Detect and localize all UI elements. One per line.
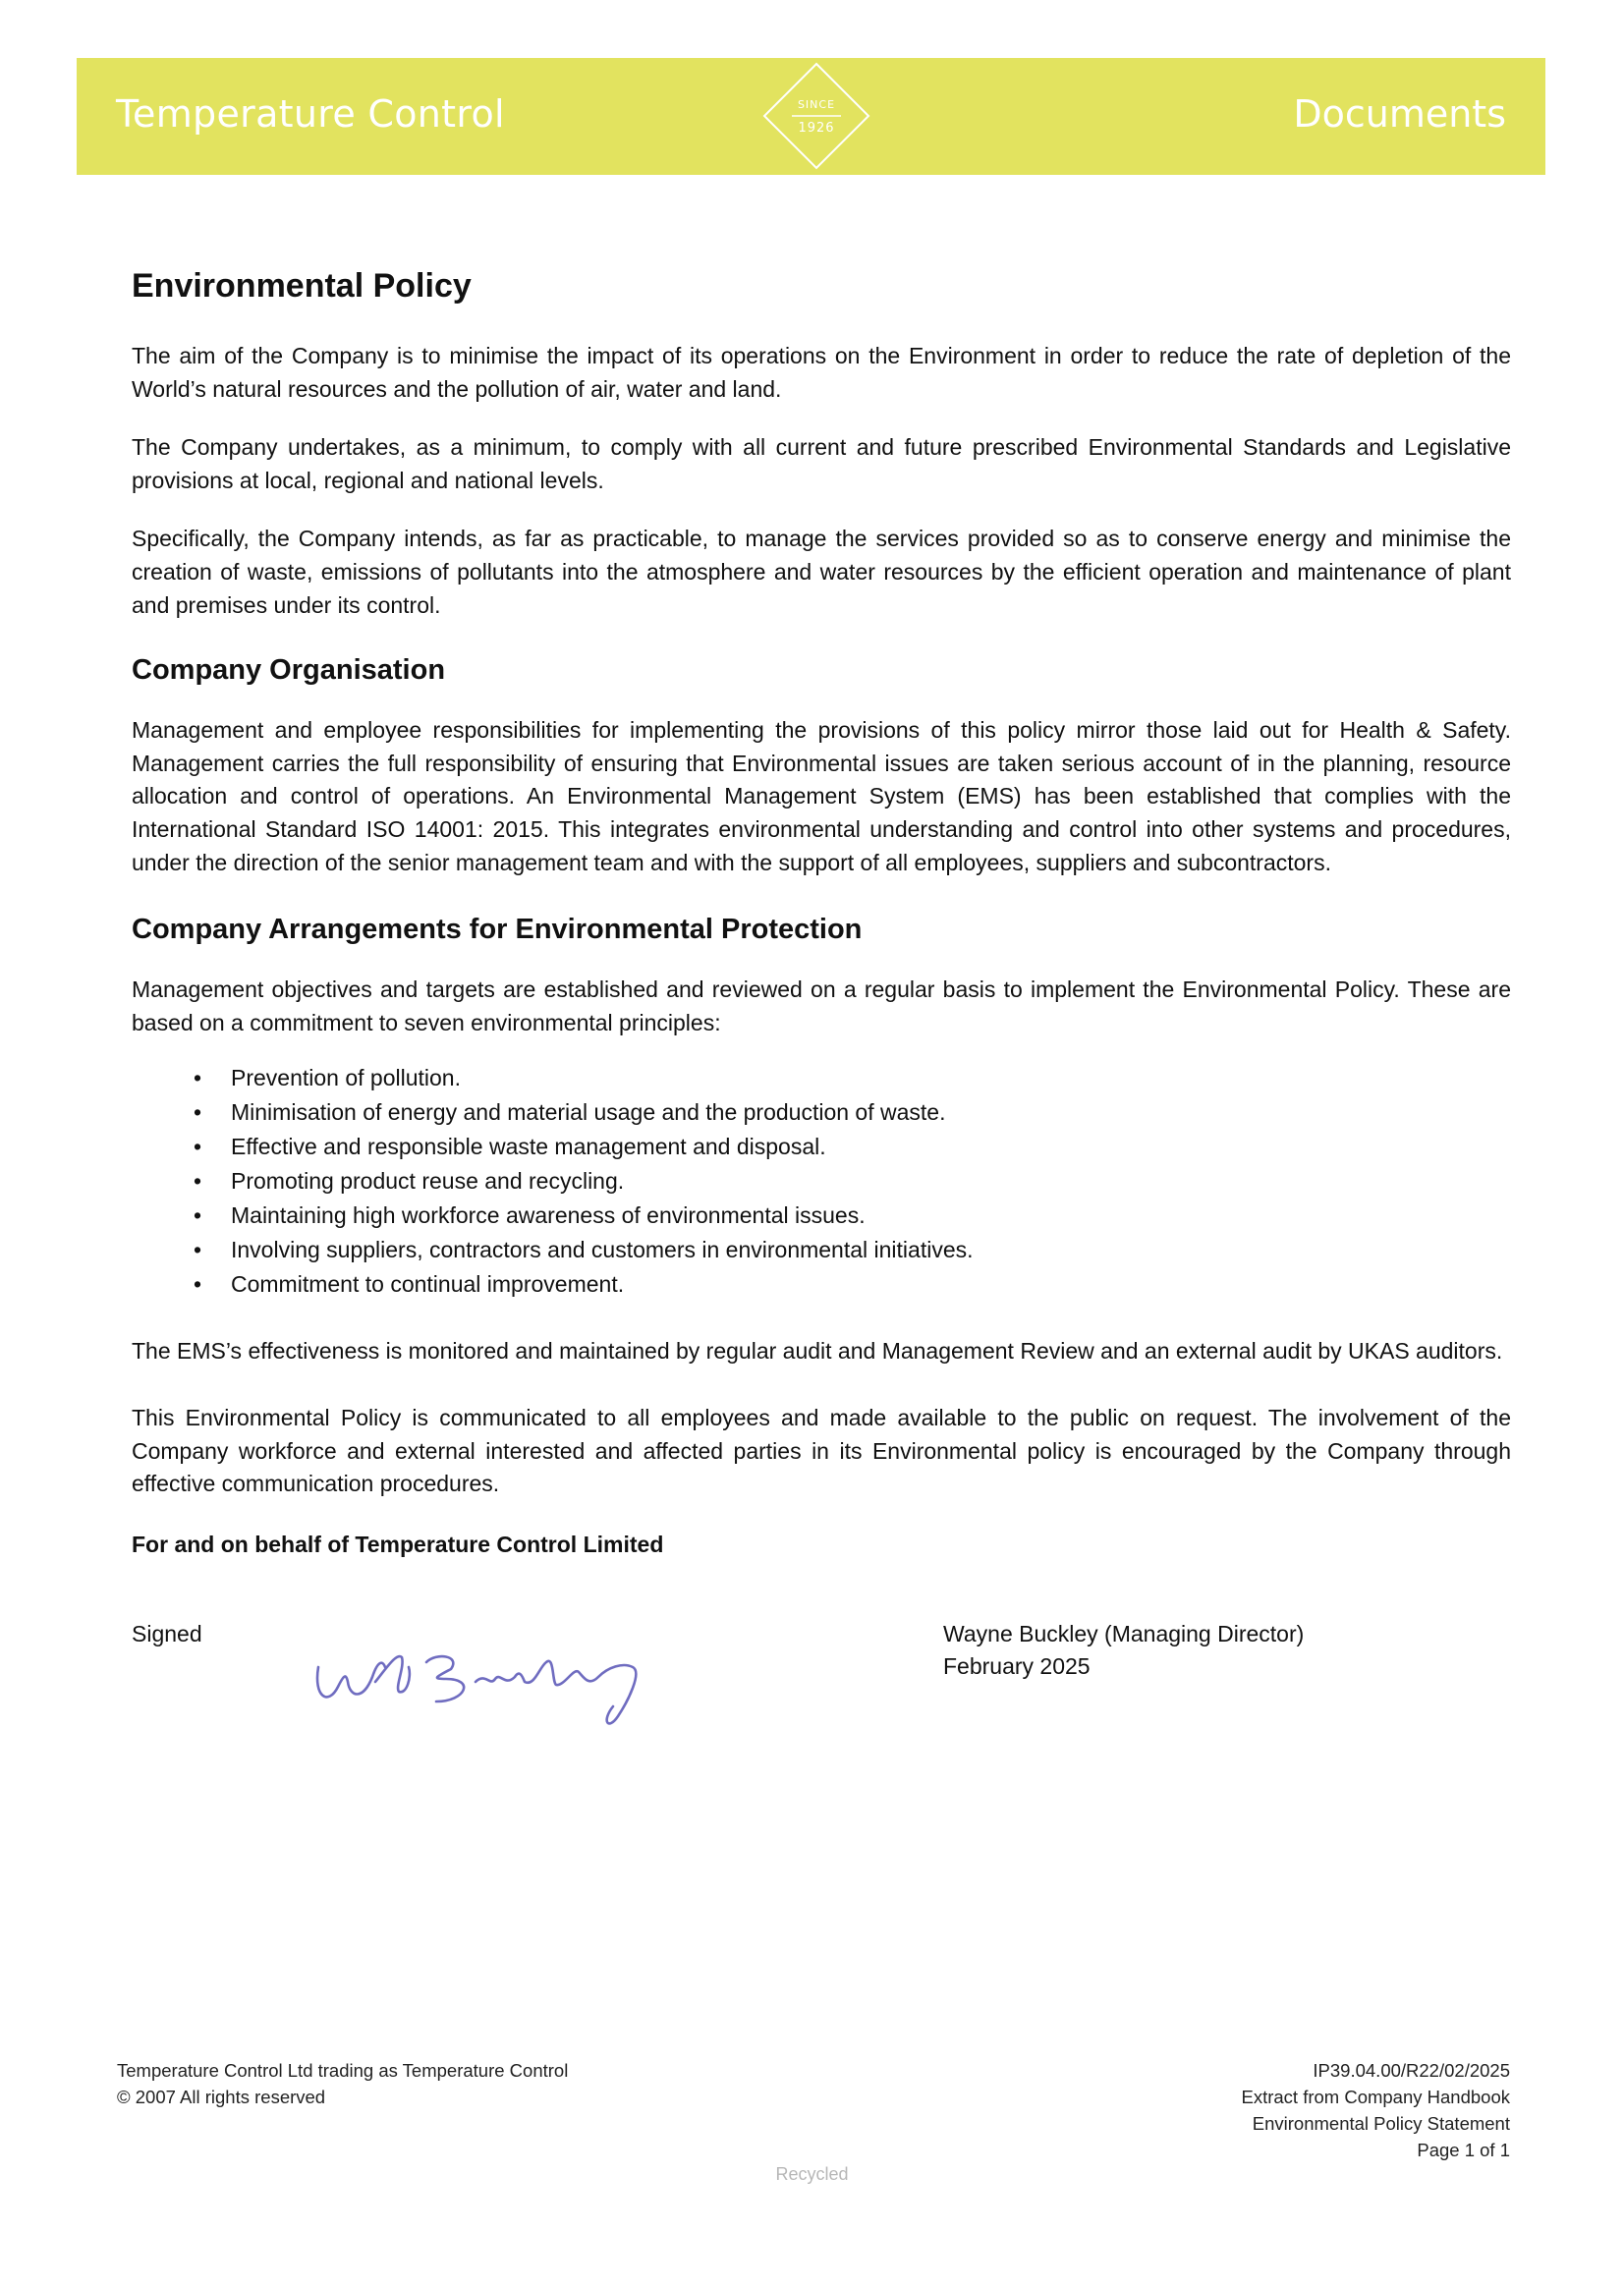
recycled-note: Recycled: [775, 2164, 849, 2184]
list-item: • Promoting product reuse and recycling.: [231, 1164, 1511, 1199]
signature-stroke: [317, 1656, 636, 1723]
page-title: Environmental Policy: [132, 267, 472, 305]
signatory-name: Wayne Buckley (Managing Director): [943, 1620, 1305, 1646]
bullet-icon: •: [194, 1099, 202, 1126]
list-item: • Prevention of pollution.: [231, 1061, 1511, 1095]
footer-page-number: Page 1 of 1: [1417, 2140, 1510, 2160]
principles-list: [132, 1061, 1511, 1302]
communication-paragraph: This Environmental Policy is communicated to all employees and made available to the public on request. The involvement of the Company workforce and external interested and affected parties in its Environmental policy is encouraged by the Company through effective communication procedures.: [132, 1404, 1511, 1497]
organisation-paragraph: Management and employee responsibilities for implementing the provisions of this policy mirror those laid out for Health & Safety. Management carries the full responsibility of ensuring that Environmental issues are taken serious account of in the planning, resource allocation and control of operations. An Environmental Management System (EMS) has been established that complies with the International Standard ISO 14001: 2015. This integrates environmental understanding and control into other systems and procedures, under the direction of the senior management team and with the support of all employees, suppliers and subcontractors.: [132, 717, 1511, 875]
bullet-icon: •: [194, 1237, 202, 1263]
badge-year-text: 1926: [798, 121, 835, 136]
bullet-icon: •: [194, 1202, 202, 1229]
arrangements-intro: Management objectives and targets are established and reviewed on a regular basis to implement the Environmental Policy. These are based on a commitment to seven environmental principles:: [132, 976, 1511, 1035]
signed-label: Signed: [132, 1620, 202, 1646]
header-banner: [77, 58, 1545, 175]
footer-right: [1241, 2057, 1510, 2163]
bullet-icon: •: [194, 1065, 202, 1091]
bullet-icon: •: [194, 1271, 202, 1298]
arrangements-heading: Company Arrangements for Environmental Protection: [132, 914, 863, 946]
footer-copyright-line: © 2007 All rights reserved: [117, 2087, 326, 2107]
badge-since-text: SINCE: [797, 98, 836, 111]
signature-image: [289, 1608, 682, 1746]
ems-paragraph: The EMS’s effectiveness is monitored and maintained by regular audit and Management Review and an external audit by UKAS auditors.: [132, 1338, 1503, 1365]
list-item: • Commitment to continual improvement.: [231, 1267, 1511, 1302]
signature-date: February 2025: [943, 1652, 1091, 1679]
list-item: • Minimisation of energy and material usage and the production of waste.: [231, 1095, 1511, 1130]
footer-source: Extract from Company Handbook: [1241, 2087, 1510, 2107]
section-label: Documents: [1293, 92, 1506, 136]
document-body: [132, 265, 1511, 1775]
footer-document-name: Environmental Policy Statement: [1252, 2113, 1510, 2134]
bullet-icon: •: [194, 1134, 202, 1160]
list-item: • Maintaining high workforce awareness of environmental issues.: [231, 1199, 1511, 1233]
footer-left: [117, 2057, 568, 2110]
organisation-heading: Company Organisation: [132, 654, 446, 687]
brand-logo: Temperature Control: [116, 92, 505, 136]
policy-paragraph: The aim of the Company is to minimise the impact of its operations on the Environment in order to reduce the rate of depletion of the World’s natural resources and the pollution of air, water and land.: [132, 343, 1511, 402]
on-behalf-line: For and on behalf of Temperature Control Limited: [132, 1531, 664, 1557]
signature-block: [132, 1618, 1511, 1775]
bullet-icon: •: [194, 1168, 202, 1195]
policy-paragraph: The Company undertakes, as a minimum, to comply with all current and future prescribed Environmental Standards and Legislative provisions at local, regional and national levels.: [132, 434, 1511, 493]
policy-paragraph: Specifically, the Company intends, as far as practicable, to manage the services provided so as to conserve energy and minimise the creation of waste, emissions of pollutants into the atmosphere and water resources by the efficient operation and maintenance of plant and premises under its control.: [132, 526, 1511, 618]
footer-company-line: Temperature Control Ltd trading as Temperature Control: [117, 2060, 569, 2081]
list-item: • Involving suppliers, contractors and customers in environmental initiatives.: [231, 1233, 1511, 1267]
since-badge: [762, 62, 870, 170]
footer-reference: IP39.04.00/R22/02/2025: [1313, 2060, 1510, 2081]
list-item: • Effective and responsible waste management and disposal.: [231, 1130, 1511, 1164]
